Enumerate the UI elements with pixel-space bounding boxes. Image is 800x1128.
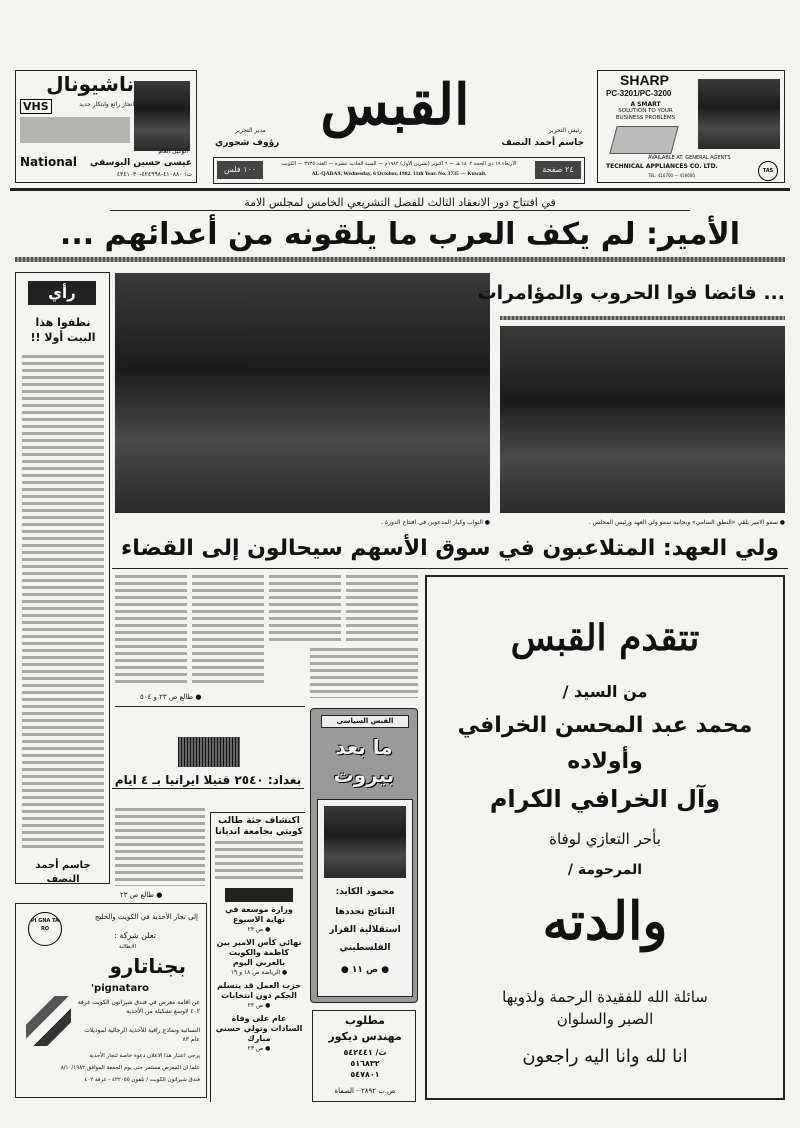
ad-halftone [20, 117, 130, 143]
article-body-text [192, 575, 264, 687]
obituary-notice [425, 575, 785, 1100]
sharp-line2: SOLUTION TO YOUR [618, 108, 673, 114]
pignataro-body-3: يرجى اعتبار هذا الاعلان دعوة خاصة لتجار الأحذية [89, 1053, 200, 1059]
brief-ref: ● ص ٢٣ [247, 926, 271, 933]
pignataro-logo: PI GNA TA RO [28, 912, 62, 946]
obituary-line-9: سائلة الله للفقيدة الرحمة ولذويها [502, 988, 708, 1006]
opinion-title: نظفوا هذا البيت أولا !! [30, 316, 96, 344]
sharp-brand: SHARP [620, 72, 670, 88]
brief-title: حزب العمل قد يتسلم الحكم دون انتخابات [217, 981, 301, 1000]
pignataro-brand-ar: بجناتارو [109, 954, 186, 978]
pignataro-announces: تعلن شركة : [114, 931, 156, 940]
subheadline-rule [500, 316, 785, 320]
lead-subheadline: ... فائضا فوا الحروب والمؤامرات [477, 282, 785, 304]
printer-image [609, 126, 679, 154]
student-body-text [215, 841, 303, 883]
national-brand: ناشيونال [46, 72, 134, 96]
managing-editor-label: مدير التحرير [235, 127, 266, 134]
national-tagline: انجاز رائع وابتكار جديد [79, 101, 134, 108]
agent-label: الوكيل العام [158, 148, 188, 155]
brief-ref: ● الرياضة ص ١٨ و ١٩ [230, 969, 288, 976]
brief-ref: ● ص ٢٣ [247, 1045, 271, 1052]
national-logo: National [20, 155, 77, 169]
caption-right: ● سمو الامير يلقي «النطق السامي» وبجانبه سمو ولي العهد ورئيس المجلس . [588, 519, 785, 526]
agent-name: عيسى حسين اليوسفي [90, 158, 192, 168]
wanted-ad [312, 1010, 416, 1102]
sharp-available: AVAILABLE AT: GENERAL AGENTS [648, 155, 731, 161]
pignataro-body-2: النسائية ونماذج راقية للأحذية الرجالية لموديلات عام ٨٣ [84, 1027, 200, 1043]
obituary-line-6: بأحر التعازي لوفاة [549, 830, 661, 848]
date-arabic: الاربعاء ١٩ ذي الحجة ١٤٠٢ هـ — ٦ اكتوبر (تشرين الاول) ١٩٨٢م — السنة الحادية عشرة — العدد ٣٧٣٥ — الكويت [281, 161, 517, 167]
brief-title: عام على وفاة السادات وتولي حسني مبارك [215, 1014, 303, 1043]
baghdad-continued: ● طالع ص ٢٣ [120, 891, 163, 899]
student-headline: اكتشاف جثة طالب كويتي بجامعة انديانا [215, 816, 303, 837]
tv-image [134, 81, 190, 151]
lead-headline: الأمير: لم يكف العرب ما يلقونه من أعدائهم ... [59, 217, 741, 252]
masthead [205, 65, 590, 187]
brief-title: نهائي كأس الامير بين كاظمة والكويت بالعربي اليوم [216, 938, 302, 967]
pignataro-body-4: علما ان المعرض مستمر حتى يوم الجمعة الموافق ٨/١٠/١٩٨٢ [60, 1065, 200, 1071]
opinion-body-text [22, 355, 104, 848]
article-body-text [310, 648, 418, 698]
pignataro-body-1: عن اقامة معرض في فندق شيراتون الكويت غرفة ٤٠٢ لاوسع تشكيلة من الأحذية [77, 999, 200, 1015]
news-briefs-logo [225, 888, 293, 902]
headline-rule [15, 257, 785, 262]
brief-title: وزارة موسعة في نهاية الاسبوع [225, 905, 293, 924]
wanted-phone-3: ٥٤٧٨٠١ [350, 1070, 380, 1079]
agent-phones: ت: ٤١٠٨٨٠-٤٢٤٩٩٨-٤٣٤١٠٣٠ [116, 171, 192, 178]
sharp-line1: A SMART [630, 101, 661, 108]
pignataro-body-5: فندق شيراتون الكويت / تلفون ٤٢٢٠٥٥ - غرفة ٤٠٢ [84, 1077, 200, 1083]
computer-image [698, 79, 780, 149]
date-english: AL-QABAS, Wednesday, 6 October, 1982. 11th Year. No. 3735 — Kuwait. [311, 171, 487, 177]
vhs-logo: VHS [20, 99, 52, 114]
beirut-quote-2: استقلالية القرار [329, 925, 401, 935]
sharp-company: TECHNICAL APPLIANCES CO. LTD. [606, 163, 718, 170]
editor-label: رئيس التحرير [548, 127, 582, 134]
opinion-label: رأي [28, 281, 96, 305]
obituary-line-11: انا لله وانا اليه راجعون [522, 1046, 688, 1067]
opinion-column [15, 272, 110, 884]
wanted-phone-2: ٥١٦٨٣٢ [350, 1059, 380, 1068]
article-body-text [115, 575, 187, 687]
beirut-quote-3: الفلسطيني [339, 943, 391, 953]
beirut-label: القبس السياسي [321, 715, 409, 728]
sharp-line3: BUSINESS PROBLEMS [615, 115, 676, 121]
lead-kicker: في افتتاح دور الانعقاد الثالث للفصل التشريعي الخامس لمجلس الامة [110, 195, 690, 211]
pignataro-brand-en: 'pignataro [91, 983, 150, 994]
obituary-line-4: وأولاده [567, 749, 643, 774]
article-body-text [115, 808, 205, 886]
wanted-title: مطلوب [345, 1014, 385, 1027]
beirut-title: ما بعد بيروت [333, 735, 395, 787]
shoe-image [26, 996, 71, 1046]
second-headline-rule [112, 568, 788, 569]
brief-ref: ● ص ٢٣ [247, 1002, 271, 1009]
national-ad [15, 70, 197, 183]
portrait-photo [324, 806, 406, 878]
dateline-box [213, 157, 585, 184]
obituary-line-7: المرحومة / [567, 862, 643, 878]
obituary-line-3: محمد عبد المحسن الخرافي [457, 713, 753, 738]
continued-ref: ● طالع ص ٢٣ و ٥٠٤ [140, 693, 202, 701]
tas-badge: TAS [758, 161, 778, 181]
beirut-inner [317, 799, 413, 997]
managing-editor-name: رؤوف شحوري [215, 138, 280, 148]
sharp-model: PC-3201/PC-3200 [606, 89, 672, 98]
beirut-person: محمود الكايد: [335, 887, 395, 897]
obituary-line-2: من السيد / [562, 682, 648, 701]
parliament-photo [115, 273, 490, 513]
obituary-line-10: الصبر والسلوان [556, 1010, 654, 1028]
newspaper-logo: القبس [320, 72, 470, 138]
sharp-tel: TEL: 416700 — 416600 [648, 173, 695, 178]
pignataro-intro: إلى تجار الأحذية في الكويت والخليج [94, 913, 198, 921]
obituary-line-8: والدته [542, 891, 668, 952]
masthead-rule [10, 188, 790, 191]
emir-photo [500, 326, 785, 513]
column-rule [115, 706, 305, 707]
beirut-quote-1: النتائج تحددها [335, 907, 395, 917]
pignataro-italian: الايطالية [119, 944, 136, 950]
obituary-line-1: تتقدم القبس [510, 617, 700, 659]
wanted-role: مهندس ديكور [328, 1030, 402, 1043]
baghdad-headline: بغداد: ٢٥٤٠ قتيلا ايرانيا بـ ٤ ايام [112, 772, 304, 789]
price-badge: ١٠٠ فلس [217, 161, 263, 179]
pages-badge: ٢٤ صفحة [535, 161, 581, 179]
sharp-ad [597, 70, 785, 183]
caption-left: ● النواب وكبار المدعوين في افتتاح الدورة . [381, 519, 490, 526]
beirut-box [310, 708, 418, 1003]
second-headline: ولي العهد: المتلاعبون في سوق الأسهم سيحالون إلى القضاء [120, 536, 780, 561]
opinion-author: جاسم أحمد النصف [35, 860, 91, 885]
battlefield-logo [178, 737, 240, 767]
wanted-phone-1: ت/ ٥٤٢٤٤١ [343, 1048, 387, 1057]
wanted-pobox: ص.ب ٢٨٩٢ - الصفاة [334, 1087, 396, 1095]
pignataro-ad [15, 903, 207, 1098]
article-body-text [346, 575, 418, 645]
article-body-text [269, 575, 341, 645]
editor-name: جاسم أحمد النصف [501, 138, 584, 148]
obituary-line-5: وآل الخرافي الكرام [489, 785, 721, 813]
student-story [210, 812, 305, 1102]
beirut-ref: ● ص ١١ ● [340, 965, 390, 975]
